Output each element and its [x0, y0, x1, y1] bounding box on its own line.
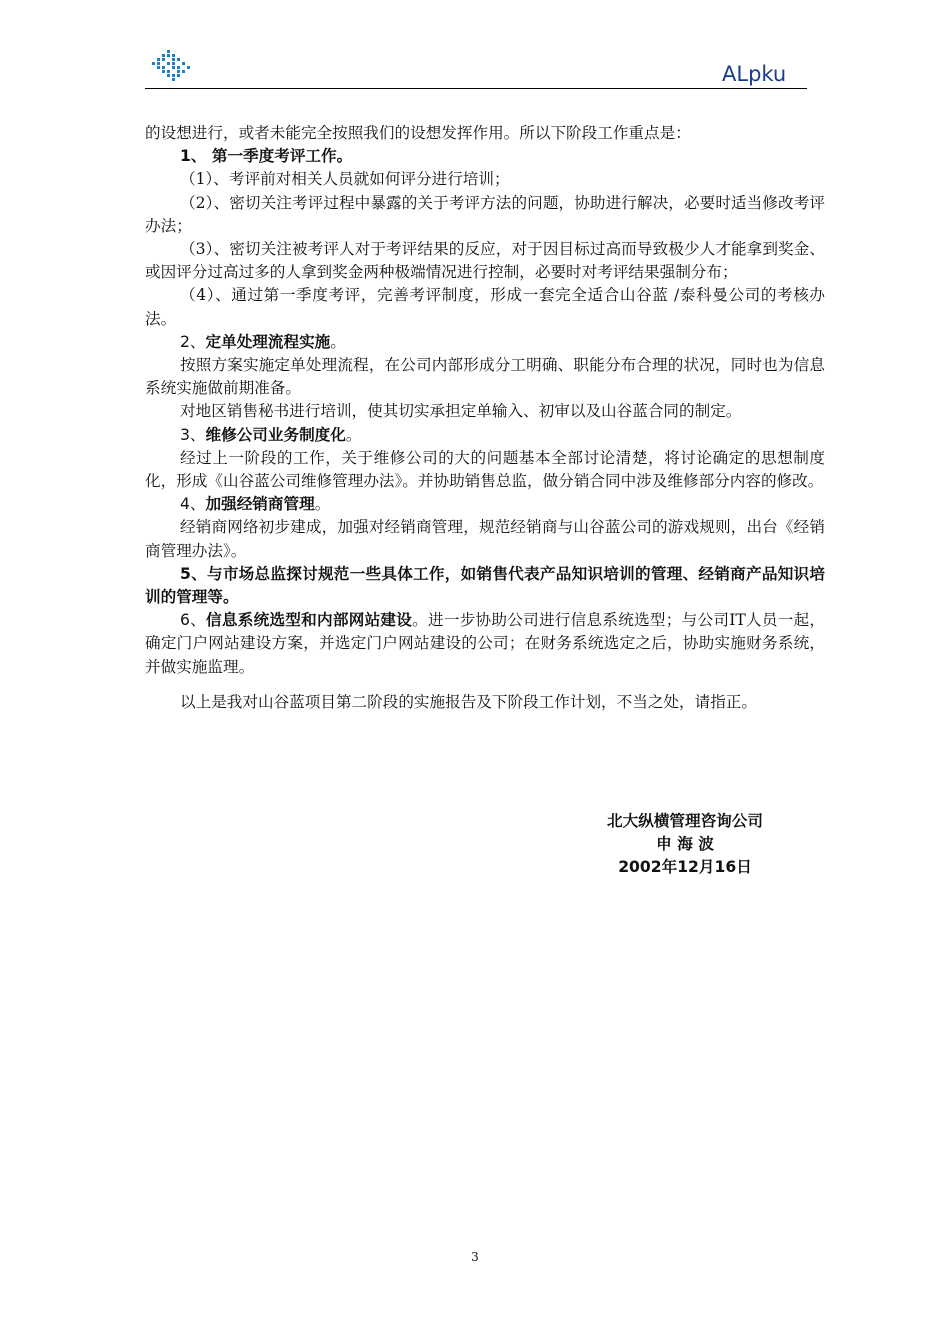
section-2-tail: 。: [330, 332, 346, 351]
signature-date: 2002年12月16日: [618, 858, 752, 877]
section-2-title: 定单处理流程实施: [205, 332, 331, 351]
page-header: [0, 0, 950, 95]
section-5-paragraph: 5、与市场总监探讨规范一些具体工作，如销售代表产品知识培训的管理、经销商产品知识培训的管理等。: [145, 564, 825, 607]
section-1-item: （2）、密切关注考评过程中暴露的关于考评方法的问题，协助进行解决，必要时适当修改考评办法；: [145, 193, 825, 235]
section-2-number: 2、: [180, 332, 206, 351]
section-4-tail: 。: [314, 495, 331, 514]
section-2-paragraph: 按照方案实施定单处理流程，在公司内部形成分工明确、职能分布合理的状况，同时也为信息系统实施做前期准备。: [145, 356, 825, 398]
signature-org: 北大纵横管理咨询公司: [607, 812, 763, 830]
document-body: [145, 122, 825, 714]
paragraph-gap: [145, 679, 825, 691]
signature-block: [560, 810, 810, 880]
section-3-paragraph: 经过上一阶段的工作，关于维修公司的大的问题基本全部讨论清楚，将讨论确定的思想制度化，形成《山谷蓝公司维修管理办法》。并协助销售总监，做分销合同中涉及维修部分内容的修改。: [145, 448, 825, 491]
section-3-number: 3、: [180, 425, 206, 444]
section-6-body: 。进一步协助公司进行信息系统选型；与公司IT人员一起，确定门户网站建设方案，并选定门户网站建设的公司；在财务系统选定之后，协助实施财务系统，并做实施监理。: [145, 611, 826, 676]
section-4-paragraph: 经销商网络初步建成，加强对经销商管理，规范经销商与山谷蓝公司的游戏规则，出台《经销商管理办法》。: [145, 518, 825, 560]
section-6-title: 信息系统选型和内部网站建设: [206, 611, 413, 630]
header-rule: [145, 88, 807, 89]
section-2-heading: [145, 331, 825, 354]
section-1-item: （1）、考评前对相关人员就如何评分进行培训；: [180, 170, 510, 189]
page-number: 3: [471, 1250, 479, 1264]
section-4-number: 4、: [180, 495, 206, 514]
section-4-title: 加强经销商管理: [205, 495, 315, 514]
section-2-paragraph: 对地区销售秘书进行培训，使其切实承担定单输入、初审以及山谷蓝合同的制定。: [180, 402, 742, 421]
section-1-item: （4）、通过第一季度考评，完善考评制度，形成一套完全适合山谷蓝 /泰科曼公司的考核办法。: [145, 286, 825, 328]
closing-paragraph: 以上是我对山谷蓝项目第二阶段的实施报告及下阶段工作计划，不当之处，请指正。: [180, 692, 757, 711]
intro-paragraph: 的设想进行，或者未能完全按照我们的设想发挥作用。所以下阶段工作重点是：: [145, 124, 691, 142]
company-logo: [150, 48, 196, 82]
alpku-logo: ALpku: [722, 62, 787, 86]
section-3-title: 维修公司业务制度化: [205, 425, 346, 444]
section-1-item: （3）、密切关注被考评人对于考评结果的反应，对于因目标过高而导致极少人才能拿到奖金、或因评分过高过多的人拿到奖金两种极端情况进行控制，必要时对考评结果强制分布；: [145, 240, 825, 282]
signature-name: 申 海 波: [656, 835, 714, 854]
section-1-heading: 1、 第一季度考评工作。: [180, 147, 353, 166]
section-3-heading: [145, 424, 825, 447]
section-3-tail: 。: [345, 425, 362, 444]
section-6-number: 6、: [180, 611, 207, 630]
section-4-heading: [145, 493, 825, 516]
section-6-paragraph: [145, 609, 825, 679]
